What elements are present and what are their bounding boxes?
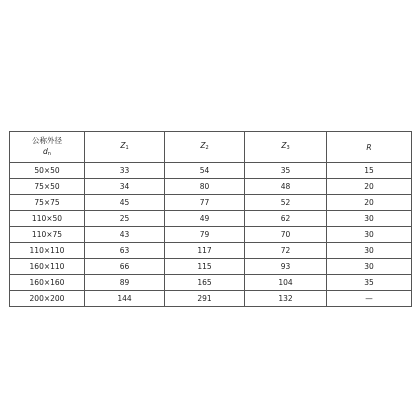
header-z1-index: 1 — [125, 145, 129, 151]
cell-z1: 43 — [85, 227, 165, 243]
cell-z2: 291 — [165, 291, 245, 307]
header-z2-index: 2 — [205, 145, 209, 151]
cell-r: — — [327, 291, 412, 307]
cell-z3: 132 — [245, 291, 327, 307]
table-row — [10, 243, 412, 259]
cell-z2: 79 — [165, 227, 245, 243]
table-row — [10, 195, 412, 211]
cell-z2: 117 — [165, 243, 245, 259]
header-r — [327, 132, 412, 163]
cell-r: 15 — [327, 163, 412, 179]
table-row — [10, 163, 412, 179]
cell-z3: 72 — [245, 243, 327, 259]
header-nominal-diameter — [10, 132, 85, 163]
cell-z2: 115 — [165, 259, 245, 275]
header-z2-main: Z — [200, 141, 206, 150]
cell-z3: 48 — [245, 179, 327, 195]
cell-z3: 35 — [245, 163, 327, 179]
cell-z2: 77 — [165, 195, 245, 211]
table-body — [10, 163, 412, 307]
table-row — [10, 227, 412, 243]
cell-r: 30 — [327, 243, 412, 259]
cell-z1: 66 — [85, 259, 165, 275]
cell-size: 200×200 — [10, 291, 85, 307]
cell-z1: 45 — [85, 195, 165, 211]
cell-r: 30 — [327, 259, 412, 275]
cell-size: 50×50 — [10, 163, 85, 179]
cell-r: 35 — [327, 275, 412, 291]
cell-z1: 34 — [85, 179, 165, 195]
cell-z2: 80 — [165, 179, 245, 195]
cell-z1: 144 — [85, 291, 165, 307]
cell-size: 75×75 — [10, 195, 85, 211]
cell-r: 20 — [327, 195, 412, 211]
dimensions-table — [9, 131, 412, 307]
cell-size: 110×75 — [10, 227, 85, 243]
header-z3-main: Z — [281, 141, 287, 150]
header-z1-main: Z — [120, 141, 126, 150]
cell-size: 75×50 — [10, 179, 85, 195]
cell-z1: 33 — [85, 163, 165, 179]
header-z3 — [245, 132, 327, 163]
cell-size: 110×110 — [10, 243, 85, 259]
document-page — [9, 131, 411, 307]
cell-size: 160×110 — [10, 259, 85, 275]
cell-z1: 89 — [85, 275, 165, 291]
header-z2 — [165, 132, 245, 163]
cell-z3: 104 — [245, 275, 327, 291]
header-dn-main: d — [43, 146, 48, 156]
cell-z2: 165 — [165, 275, 245, 291]
cell-r: 20 — [327, 179, 412, 195]
cell-r: 30 — [327, 227, 412, 243]
header-dn-index: n — [47, 150, 51, 157]
cell-z3: 70 — [245, 227, 327, 243]
header-nominal-diameter-label: 公称外径 — [32, 135, 62, 145]
table-row — [10, 211, 412, 227]
header-r-main: R — [366, 142, 372, 152]
cell-z3: 62 — [245, 211, 327, 227]
table-row — [10, 179, 412, 195]
cell-z3: 93 — [245, 259, 327, 275]
cell-z2: 54 — [165, 163, 245, 179]
table-header-row — [10, 132, 412, 163]
header-z3-index: 3 — [286, 145, 290, 151]
cell-z1: 63 — [85, 243, 165, 259]
cell-z1: 25 — [85, 211, 165, 227]
header-nominal-diameter-symbol — [10, 146, 84, 160]
cell-r: 30 — [327, 211, 412, 227]
table-row — [10, 259, 412, 275]
table-row — [10, 291, 412, 307]
cell-size: 160×160 — [10, 275, 85, 291]
cell-size: 110×50 — [10, 211, 85, 227]
header-z1 — [85, 132, 165, 163]
cell-z2: 49 — [165, 211, 245, 227]
cell-z3: 52 — [245, 195, 327, 211]
table-row — [10, 275, 412, 291]
